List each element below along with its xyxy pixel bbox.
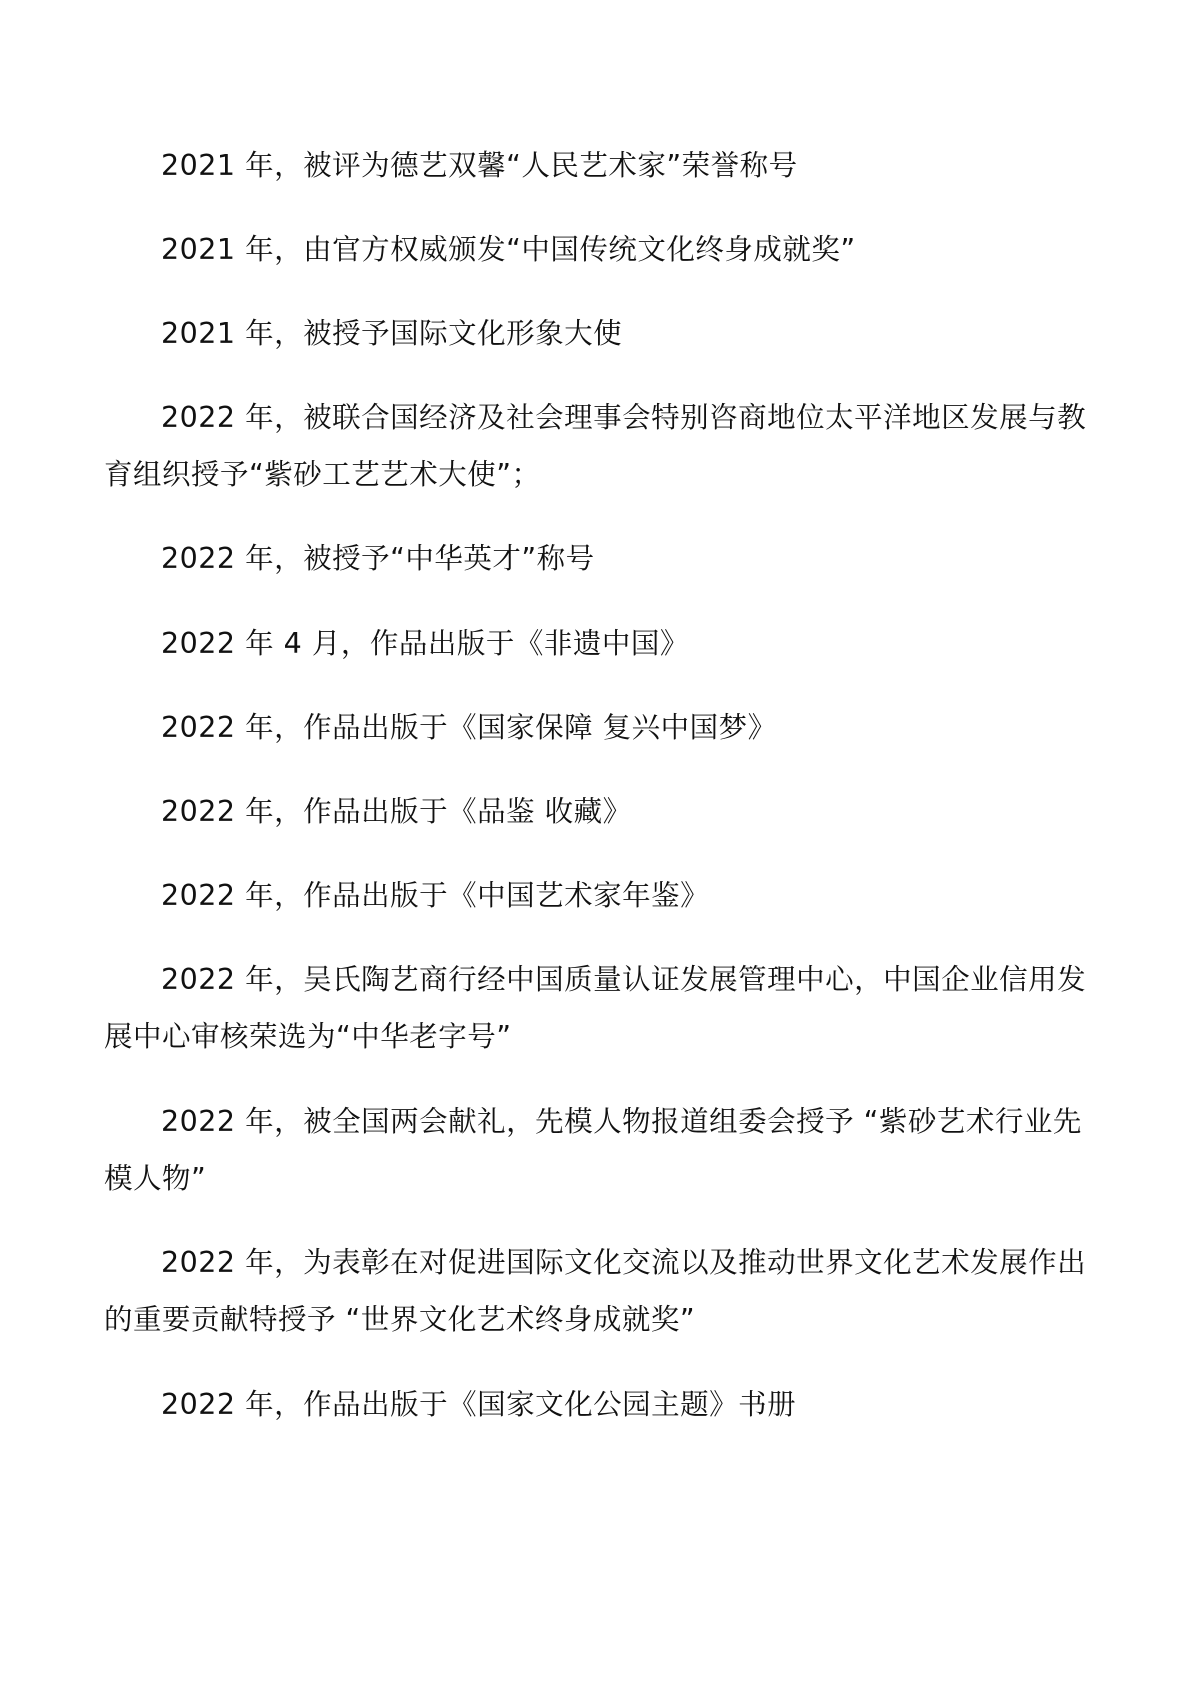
entry-2022-chinese-talent: 2022 年，被授予“中华英才”称号 [161,542,595,575]
entry-2022-zisha-ambassador: 2022 年，被联合国经济及社会理事会特别咨商地位太平洋地区发展与教育组织授予“紫砂工艺艺术大使”； [104,401,1087,491]
entry-2022-world-culture-award: 2022 年，为表彰在对促进国际文化交流以及推动世界文化艺术发展作出的重要贡献特授予 “世界文化艺术终身成就奖” [104,1246,1087,1336]
entry-2022-appreciation-collection: 2022 年，作品出版于《品鉴 收藏》 [161,795,632,828]
entry-2022-time-honored-brand: 2022 年，吴氏陶艺商行经中国质量认证发展管理中心，中国企业信用发展中心审核荣选为“中华老字号” [104,963,1087,1053]
entry-2022-national-cultural-park: 2022 年，作品出版于《国家文化公园主题》书册 [161,1388,797,1421]
entry-2021-cultural-ambassador: 2021 年，被授予国际文化形象大使 [161,317,623,350]
entry-2022-china-dream: 2022 年，作品出版于《国家保障 复兴中国梦》 [161,711,777,744]
entry-2022-intangible-heritage: 2022 年 4 月，作品出版于《非遗中国》 [161,627,689,660]
entry-2022-exemplary-figure: 2022 年，被全国两会献礼，先模人物报道组委会授予 “紫砂艺术行业先模人物” [104,1105,1082,1195]
entry-2022-artist-yearbook: 2022 年，作品出版于《中国艺术家年鉴》 [161,879,710,912]
entry-2021-lifetime-achievement: 2021 年，由官方权威颁发“中国传统文化终身成就奖” [161,233,856,266]
entry-2021-people-artist: 2021 年，被评为德艺双馨“人民艺术家”荣誉称号 [161,149,798,182]
